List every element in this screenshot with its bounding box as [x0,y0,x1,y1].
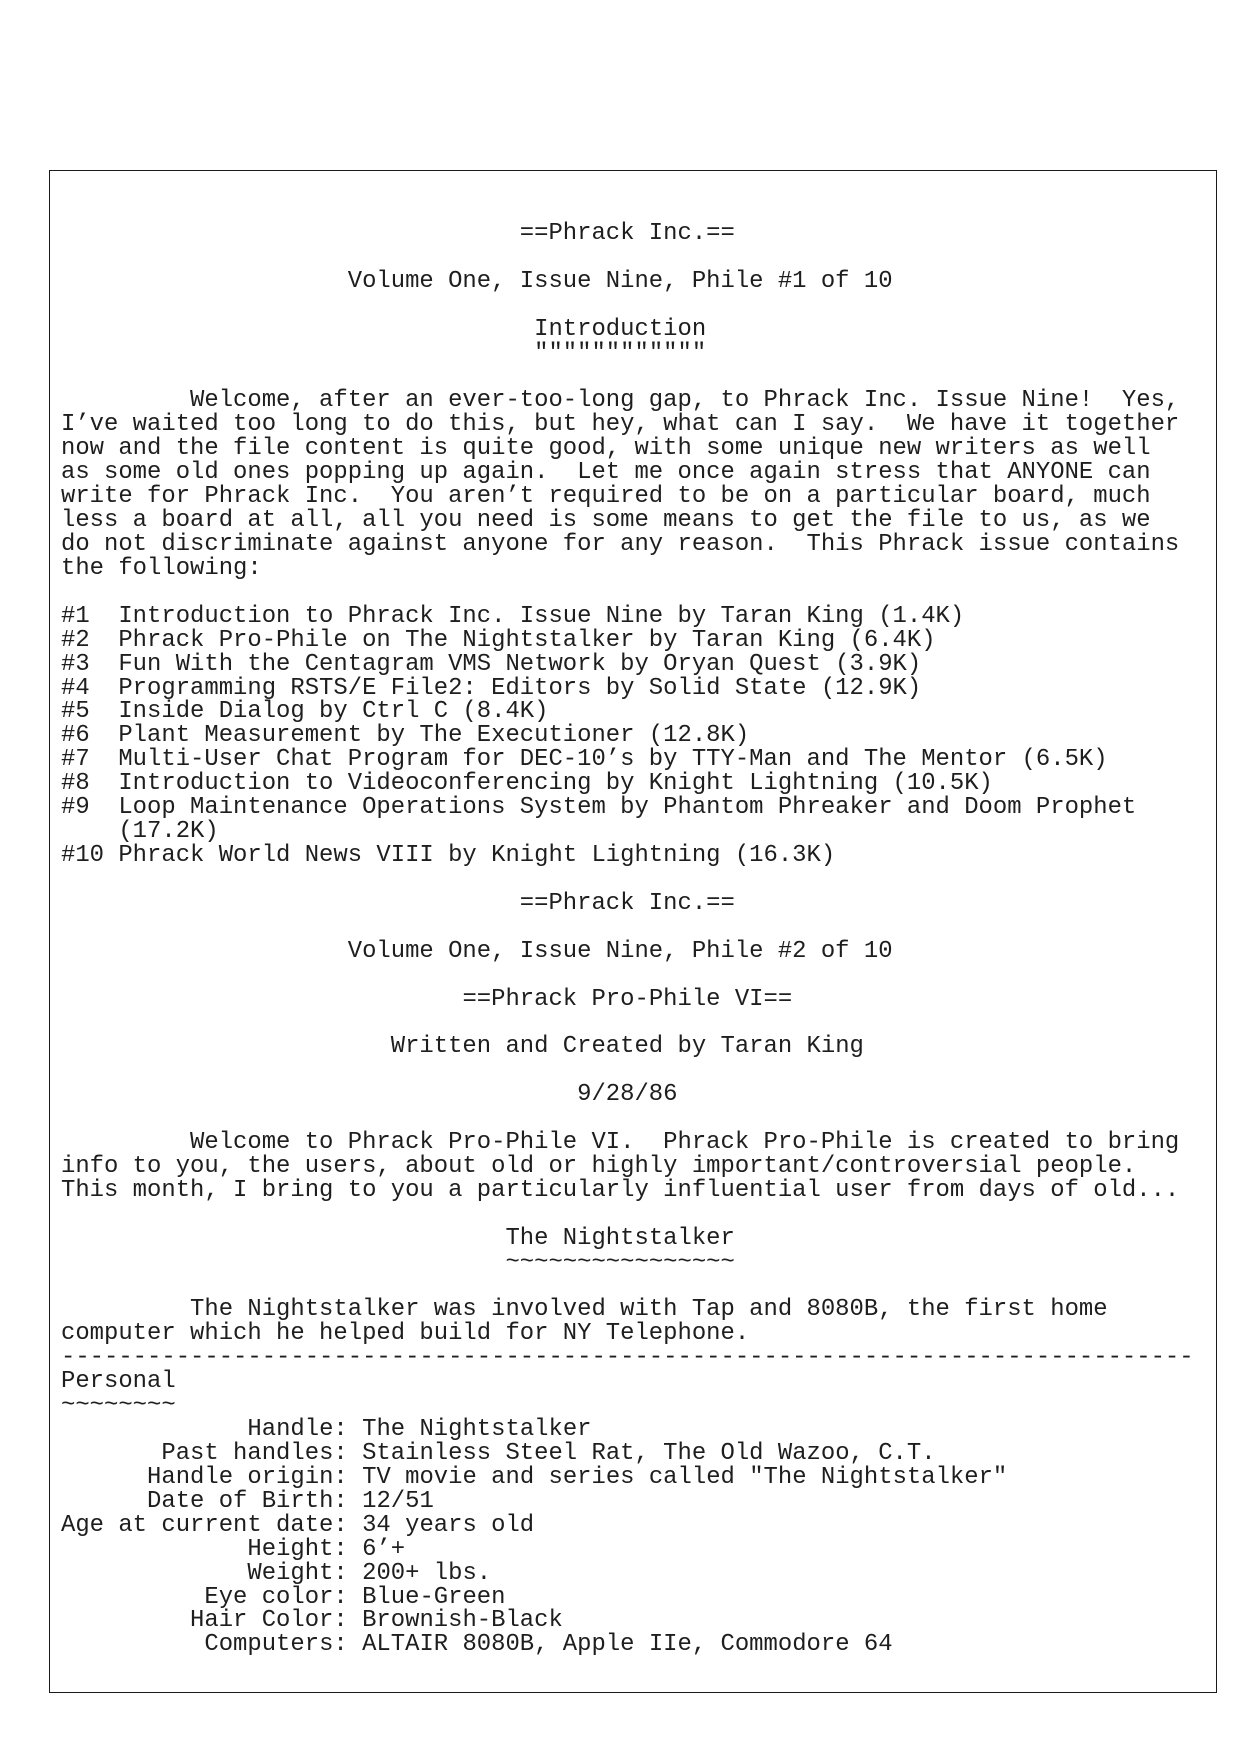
volume-line: Volume One, Issue Nine, Phile #1 of 10 [347,267,893,295]
intro-paragraph-line: as some old ones popping up again. Let me once again stress that ANYONE can [61,459,1151,487]
personal-heading: Personal [61,1368,176,1396]
field-label: Computers [204,1631,334,1659]
article-date: 9/28/86 [577,1081,678,1109]
intro-paragraph-line: write for Phrack Inc. You aren’t required to be on a particular board, much [61,483,1151,511]
personal-heading-underline: ~~~~~~~~ [61,1392,176,1420]
intro-paragraph-line: Welcome, after an ever-too-long gap, to Phrack Inc. Issue Nine! Yes, [190,387,1180,415]
contents-item: #9 Loop Maintenance Operations System by Phantom Phreaker and Doom Prophet [61,794,1137,822]
field-label: Past handles [161,1440,334,1468]
contents-item: #7 Multi-User Chat Program for DEC-10’s by TTY-Man and The Mentor (6.5K) [61,746,1108,774]
contents-item: #10 Phrack World News VIII by Knight Lightning (16.3K) [61,841,836,869]
masthead: ==Phrack Inc.== [519,220,735,247]
welcome-paragraph-line: This month, I bring to you a particularly influential user from days of old... [61,1176,1180,1204]
contents-item: #8 Introduction to Videoconferencing by Knight Lightning (10.5K) [61,770,993,798]
subject-underline: ~~~~~~~~~~~~~~~~ [505,1248,735,1276]
field-value: TV movie and series called "The Nightstalker" [362,1463,1008,1491]
masthead: ==Phrack Inc.== [519,889,735,917]
byline: Written and Created by Taran King [390,1033,864,1061]
field-label: Weight [247,1559,334,1587]
field-value: Brownish-Black [362,1607,563,1635]
welcome-paragraph-line: info to you, the users, about old or highly important/controversial people. [61,1152,1137,1180]
section-divider: ------------------------------------------------------------------------------- [61,1344,1194,1372]
intro-paragraph-line: less a board at all, all you need is some means to get the file to us, as we [61,507,1151,535]
subject-paragraph-line: computer which he helped build for NY Telephone. [61,1320,750,1348]
intro-paragraph-line: do not discriminate against anyone for any reason. This Phrack issue contains [61,530,1180,558]
field-value: The Nightstalker [362,1416,592,1444]
field-label: Handle origin [147,1463,334,1491]
contents-item: #3 Fun With the Centagram VMS Network by Oryan Quest (3.9K) [61,650,922,678]
field-label: Handle [247,1416,334,1444]
volume-line: Volume One, Issue Nine, Phile #2 of 10 [347,937,893,965]
document-text: ==Phrack Inc.== Volume One, Issue Nine, Phile #1 of 10 Introduction """""""""""" Welcome, after an ever-too-long gap, to Phrack Inc. Issue Nine! Yes, I’ve waited too long to do this, but hey, what can I say. We have it together now and the file content is quite good, with some unique new writers as well as some old ones popping up again. Let me once again stress that ANYONE can write for Phrack Inc. You aren’t required to be on a particular board, much less a board at all, all you need is some means to get the file to us, as we do not discriminate against anyone for any reason. This Phrack issue contains the following: #1 Introduction to Phrack Inc. Issue Nine by Taran King (1.4K) #2 Phrack Pro-Phile on The Nightstalker by Taran King (6.4K) #3 Fun With the Centagram VMS Network by Oryan Quest (3.9K) #4 Programming RSTS/E File2: Editors by Solid State (12.9K) #5 Inside Dialog by Ctrl C (8.4K) #6 Plant Measurement by The Executioner (12.8K) #7 Multi-User Chat Program for DEC-10’s by TTY-Man and The Mentor (6.5K) #8 Introduction to Videoconferencing by Knight Lightning (10.5K) #9 Loop Maintenance Operations System by Phantom Phreaker and Doom Prophet (17.2K) #10 Phrack World News VIII by Knight Lightning (16.3K) ==Phrack Inc.== Volume One, Issue Nine, Phile #2 of 10 ==Phrack Pro-Phile VI== Written and Created by Taran King 9/28/86 Welcome to Phrack Pro-Phile VI. Phrack Pro-Phile is created to bring info to you, the users, about old or highly important/controversial people. This month, I bring to you a particularly influential user from days of old... The Nightstalker ~~~~~~~~~~~~~~~~ The Nightstalker was involved with Tap and 8080B, the first home computer which he helped build for NY Telephone. ------------------------------------------------------------------------------- Personal ~~~~~~~~ Handle: The Nightstalker Past handles: Stainless Steel Rat, The Old Wazoo, C.T. Handle origin: TV movie and series called "The Nightstalker" Date of Birth: 12/51 Age at current date: 34 years old Height: 6’+ Weight: 200+ lbs. Eye color: Blue-Green Hair Color: Brownish-Black Computers: ALTAIR 8080B, Apple IIe, Commodore 64 [61,220,1194,1659]
field-label: Hair Color [190,1607,334,1635]
intro-paragraph-line: the following: [61,554,262,582]
contents-item: (17.2K) [61,818,219,846]
field-value: 34 years old [362,1511,535,1539]
field-value: 12/51 [362,1487,434,1515]
intro-paragraph-line: I’ve waited too long to do this, but hey, what can I say. We have it together [61,411,1180,439]
field-value: Stainless Steel Rat, The Old Wazoo, C.T. [362,1440,936,1468]
field-label: Age at current date [61,1511,334,1539]
contents-item: #4 Programming RSTS/E File2: Editors by Solid State (12.9K) [61,674,922,702]
contents-item: #5 Inside Dialog by Ctrl C (8.4K) [61,698,549,726]
subject-name: The Nightstalker [505,1224,735,1252]
section-underline: """""""""""" [534,339,707,367]
section-title: Introduction [534,315,707,343]
subject-paragraph-line: The Nightstalker was involved with Tap and 8080B, the first home [190,1296,1108,1324]
intro-paragraph-line: now and the file content is quite good, with some unique new writers as well [61,435,1151,463]
contents-item: #1 Introduction to Phrack Inc. Issue Nine by Taran King (1.4K) [61,602,965,630]
field-label: Eye color [204,1583,334,1611]
field-label: Height [247,1535,334,1563]
prophile-title: ==Phrack Pro-Phile VI== [462,985,793,1013]
field-value: 200+ lbs. [362,1559,492,1587]
field-value: 6’+ [362,1535,406,1563]
contents-item: #6 Plant Measurement by The Executioner (12.8K) [61,722,750,750]
welcome-paragraph-line: Welcome to Phrack Pro-Phile VI. Phrack Pro-Phile is created to bring [190,1129,1180,1157]
field-value: Blue-Green [362,1583,506,1611]
contents-item: #2 Phrack Pro-Phile on The Nightstalker by Taran King (6.4K) [61,626,936,654]
field-value: ALTAIR 8080B, Apple IIe, Commodore 64 [362,1631,893,1659]
field-label: Date of Birth [147,1487,334,1515]
